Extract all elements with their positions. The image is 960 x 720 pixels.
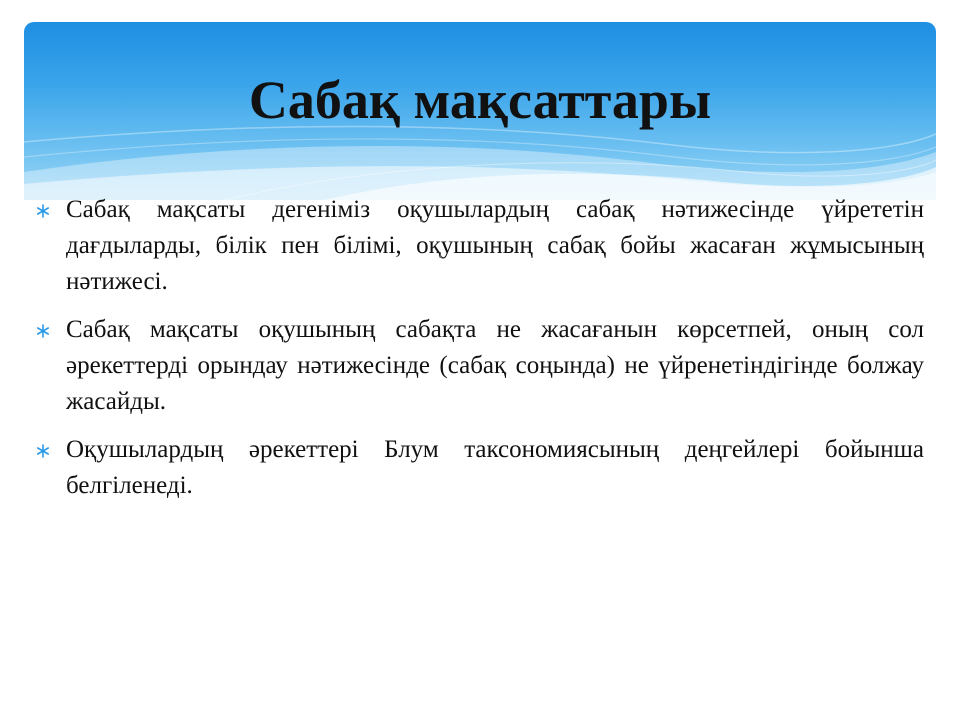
bullet-list <box>34 192 924 516</box>
page-title: Сабақ мақсаттары <box>248 70 712 130</box>
list-item <box>34 432 924 504</box>
list-item <box>34 312 924 420</box>
asterisk-icon <box>36 204 50 218</box>
bullet-text: Оқушылардың әрекеттері Блум таксономиясының деңгейлері бойынша белгіленеді. <box>66 436 924 499</box>
asterisk-icon <box>36 444 50 458</box>
bullet-text: Сабақ мақсаты дегеніміз оқушылардың сабақ нәтижесінде үйрететін дағдыларды, білік пен білімі, оқушының сабақ бойы жасаған жұмысының нәтижесі. <box>66 196 924 295</box>
list-item <box>34 192 924 300</box>
bullet-text: Сабақ мақсаты оқушының сабақта не жасағанын көрсетпей, оның сол әрекеттерді орындау нәтижесінде (сабақ соңында) не үйренетіндігінде болжау жасайды. <box>66 316 924 415</box>
asterisk-icon <box>36 324 50 338</box>
